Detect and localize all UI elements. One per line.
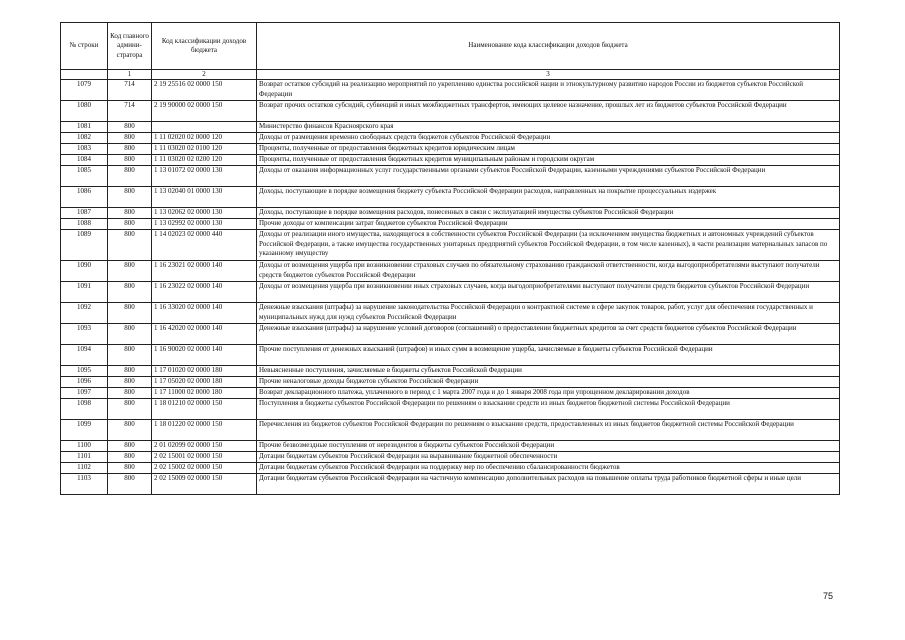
classification-code-cell: 1 16 23021 02 0000 140 bbox=[152, 261, 257, 282]
column-number-row bbox=[61, 70, 840, 80]
code-name-cell: Возврат декларационного платежа, уплаченного в период с 1 марта 2007 года и до 1 января 2008 года при упрощенном декларировании доходов bbox=[257, 388, 840, 399]
classification-table-container bbox=[60, 22, 839, 495]
table-row bbox=[61, 282, 840, 303]
classification-code-cell: 1 17 11000 02 0000 180 bbox=[152, 388, 257, 399]
table-row bbox=[61, 463, 840, 474]
admin-code-cell: 800 bbox=[108, 345, 152, 366]
admin-code-cell: 800 bbox=[108, 282, 152, 303]
budget-classification-table bbox=[60, 22, 840, 495]
classification-code-cell: 1 16 33020 02 0000 140 bbox=[152, 303, 257, 324]
code-name-cell: Доходы от размещения временно свободных средств бюджетов субъектов Российской Федерации bbox=[257, 133, 840, 144]
classification-code-cell: 2 19 25516 02 0000 150 bbox=[152, 80, 257, 101]
admin-code-cell: 800 bbox=[108, 144, 152, 155]
table-row bbox=[61, 399, 840, 420]
admin-code-cell: 800 bbox=[108, 377, 152, 388]
code-name-cell: Возврат остатков субсидий на реализацию мероприятий по укреплению единства российской нации и этнокультурному развитию народов России из бюджетов субъектов Российской Федерации bbox=[257, 80, 840, 101]
admin-code-cell: 714 bbox=[108, 80, 152, 101]
code-name-cell: Проценты, полученные от предоставления бюджетных кредитов юридическим лицам bbox=[257, 144, 840, 155]
classification-code-cell bbox=[152, 122, 257, 133]
admin-code-cell: 800 bbox=[108, 219, 152, 230]
table-row bbox=[61, 388, 840, 399]
page-number: 75 bbox=[822, 591, 833, 601]
table-row bbox=[61, 377, 840, 388]
row-number-cell: 1081 bbox=[61, 122, 108, 133]
code-name-cell: Невыясненные поступления, зачисляемые в бюджеты субъектов Российской Федерации bbox=[257, 366, 840, 377]
row-number-cell: 1103 bbox=[61, 474, 108, 495]
code-name-cell: Министерство финансов Красноярского края bbox=[257, 122, 840, 133]
code-name-cell: Поступления в бюджеты субъектов Российской Федерации по решениям о взыскании средств из иных бюджетов бюджетной системы Российской Федерации bbox=[257, 399, 840, 420]
admin-code-cell: 800 bbox=[108, 155, 152, 166]
admin-code-cell: 800 bbox=[108, 166, 152, 187]
table-row bbox=[61, 474, 840, 495]
code-name-cell: Дотации бюджетам субъектов Российской Федерации на поддержку мер по обеспечению сбалансированности бюджетов bbox=[257, 463, 840, 474]
admin-code-cell: 800 bbox=[108, 399, 152, 420]
classification-code-cell: 1 17 05020 02 0000 180 bbox=[152, 377, 257, 388]
row-number-cell: 1096 bbox=[61, 377, 108, 388]
admin-code-cell: 800 bbox=[108, 230, 152, 261]
classification-code-cell: 1 16 42020 02 0000 140 bbox=[152, 324, 257, 345]
header-admin-code: Код главного админи-стратора bbox=[108, 23, 152, 70]
code-name-cell: Перечисления из бюджетов субъектов Российской Федерации по решениям о взыскании средств, предоставленных из иных бюджетов бюджетной системы Российской Федерации bbox=[257, 420, 840, 441]
table-header-row bbox=[61, 23, 840, 70]
admin-code-cell: 800 bbox=[108, 187, 152, 208]
classification-code-cell: 1 11 03020 02 0100 120 bbox=[152, 144, 257, 155]
row-number-cell: 1090 bbox=[61, 261, 108, 282]
header-code-name: Наименование кода классификации доходов бюджета bbox=[257, 23, 840, 70]
table-row bbox=[61, 187, 840, 208]
classification-code-cell: 1 13 01072 02 0000 130 bbox=[152, 166, 257, 187]
table-row bbox=[61, 452, 840, 463]
row-number-cell: 1089 bbox=[61, 230, 108, 261]
table-row bbox=[61, 144, 840, 155]
row-number-cell: 1099 bbox=[61, 420, 108, 441]
row-number-cell: 1091 bbox=[61, 282, 108, 303]
row-number-cell: 1101 bbox=[61, 452, 108, 463]
code-name-cell: Проценты, полученные от предоставления бюджетных кредитов муниципальным районам и городским округам bbox=[257, 155, 840, 166]
admin-code-cell: 800 bbox=[108, 122, 152, 133]
admin-code-cell: 800 bbox=[108, 366, 152, 377]
admin-code-cell: 800 bbox=[108, 474, 152, 495]
code-name-cell: Доходы от возмещения ущерба при возникновении страховых случаев по обязательному страхованию гражданской ответственности, когда выгодоприобретателями выступают получатели средств бюджетов субъектов Российской Федерации bbox=[257, 261, 840, 282]
admin-code-cell: 800 bbox=[108, 324, 152, 345]
table-row bbox=[61, 208, 840, 219]
classification-code-cell: 1 18 01220 02 0000 150 bbox=[152, 420, 257, 441]
row-number-cell: 1102 bbox=[61, 463, 108, 474]
row-number-cell: 1080 bbox=[61, 101, 108, 122]
table-row bbox=[61, 303, 840, 324]
row-number-cell: 1084 bbox=[61, 155, 108, 166]
row-number-cell: 1079 bbox=[61, 80, 108, 101]
classification-code-cell: 1 16 90020 02 0000 140 bbox=[152, 345, 257, 366]
row-number-cell: 1094 bbox=[61, 345, 108, 366]
classification-code-cell: 2 02 15001 02 0000 150 bbox=[152, 452, 257, 463]
admin-code-cell: 800 bbox=[108, 261, 152, 282]
table-row bbox=[61, 219, 840, 230]
code-name-cell: Прочие неналоговые доходы бюджетов субъектов Российской Федерации bbox=[257, 377, 840, 388]
classification-code-cell: 1 16 23022 02 0000 140 bbox=[152, 282, 257, 303]
table-row bbox=[61, 230, 840, 261]
row-number-cell: 1100 bbox=[61, 441, 108, 452]
classification-code-cell: 2 01 02099 02 0000 150 bbox=[152, 441, 257, 452]
classification-code-cell: 1 17 01020 02 0000 180 bbox=[152, 366, 257, 377]
classification-code-cell: 2 02 15002 02 0000 150 bbox=[152, 463, 257, 474]
table-row bbox=[61, 366, 840, 377]
table-row bbox=[61, 420, 840, 441]
classification-code-cell: 1 13 02040 01 0000 130 bbox=[152, 187, 257, 208]
admin-code-cell: 800 bbox=[108, 303, 152, 324]
row-number-cell: 1095 bbox=[61, 366, 108, 377]
classification-code-cell: 1 11 02020 02 0000 120 bbox=[152, 133, 257, 144]
header-classification-code: Код классификации доходов бюджета bbox=[152, 23, 257, 70]
admin-code-cell: 714 bbox=[108, 101, 152, 122]
table-row bbox=[61, 80, 840, 101]
code-name-cell: Доходы от возмещения ущерба при возникновении иных страховых случаев, когда выгодоприобретателями выступают получатели средств бюджетов субъектов Российской Федерации bbox=[257, 282, 840, 303]
table-body bbox=[61, 80, 840, 495]
row-number-cell: 1087 bbox=[61, 208, 108, 219]
column-number-cell bbox=[61, 70, 108, 80]
column-number-cell: 1 bbox=[108, 70, 152, 80]
row-number-cell: 1097 bbox=[61, 388, 108, 399]
header-row-number: № строки bbox=[61, 23, 108, 70]
table-row bbox=[61, 133, 840, 144]
row-number-cell: 1098 bbox=[61, 399, 108, 420]
admin-code-cell: 800 bbox=[108, 452, 152, 463]
admin-code-cell: 800 bbox=[108, 208, 152, 219]
column-number-cell: 2 bbox=[152, 70, 257, 80]
classification-code-cell: 1 13 02062 02 0000 130 bbox=[152, 208, 257, 219]
code-name-cell: Дотации бюджетам субъектов Российской Федерации на частичную компенсацию дополнительных расходов на повышение оплаты труда работников бюджетной сферы и иные цели bbox=[257, 474, 840, 495]
code-name-cell: Прочие безвозмездные поступления от нерезидентов в бюджеты субъектов Российской Федерации bbox=[257, 441, 840, 452]
column-number-cell: 3 bbox=[257, 70, 840, 80]
classification-code-cell: 1 18 01210 02 0000 150 bbox=[152, 399, 257, 420]
row-number-cell: 1086 bbox=[61, 187, 108, 208]
code-name-cell: Доходы, поступающие в порядке возмещения бюджету субъекта Российской Федерации расходов, направленных на покрытие процессуальных издержек bbox=[257, 187, 840, 208]
admin-code-cell: 800 bbox=[108, 441, 152, 452]
code-name-cell: Денежные взыскания (штрафы) за нарушение законодательства Российской Федерации о контрактной системе в сфере закупок товаров, работ, услуг для обеспечения государственных и муниципальных нужд для нужд субъектов Российской Федерации bbox=[257, 303, 840, 324]
row-number-cell: 1083 bbox=[61, 144, 108, 155]
row-number-cell: 1082 bbox=[61, 133, 108, 144]
admin-code-cell: 800 bbox=[108, 388, 152, 399]
code-name-cell: Денежные взыскания (штрафы) за нарушение условий договоров (соглашений) о предоставлении бюджетных кредитов за счет средств бюджетов субъектов Российской Федерации bbox=[257, 324, 840, 345]
table-row bbox=[61, 345, 840, 366]
code-name-cell: Прочие поступления от денежных взысканий (штрафов) и иных сумм в возмещение ущерба, зачисляемые в бюджеты субъектов Российской Федерации bbox=[257, 345, 840, 366]
code-name-cell: Возврат прочих остатков субсидий, субвенций и иных межбюджетных трансфертов, имеющих целевое назначение, прошлых лет из бюджетов субъектов Российской Федерации bbox=[257, 101, 840, 122]
table-row bbox=[61, 261, 840, 282]
classification-code-cell: 2 02 15009 02 0000 150 bbox=[152, 474, 257, 495]
admin-code-cell: 800 bbox=[108, 420, 152, 441]
code-name-cell: Дотации бюджетам субъектов Российской Федерации на выравнивание бюджетной обеспеченности bbox=[257, 452, 840, 463]
admin-code-cell: 800 bbox=[108, 133, 152, 144]
admin-code-cell: 800 bbox=[108, 463, 152, 474]
classification-code-cell: 1 14 02023 02 0000 440 bbox=[152, 230, 257, 261]
table-row bbox=[61, 122, 840, 133]
row-number-cell: 1092 bbox=[61, 303, 108, 324]
table-row bbox=[61, 324, 840, 345]
table-row bbox=[61, 101, 840, 122]
code-name-cell: Доходы от оказания информационных услуг государственными органами субъектов Российской Федерации, казенными учреждениями субъектов Российской Федерации bbox=[257, 166, 840, 187]
classification-code-cell: 1 11 03020 02 0200 120 bbox=[152, 155, 257, 166]
code-name-cell: Доходы, поступающие в порядке возмещения расходов, понесенных в связи с эксплуатацией имущества субъектов Российской Федерации bbox=[257, 208, 840, 219]
table-row bbox=[61, 441, 840, 452]
classification-code-cell: 1 13 02992 02 0000 130 bbox=[152, 219, 257, 230]
classification-code-cell: 2 19 90000 02 0000 150 bbox=[152, 101, 257, 122]
row-number-cell: 1085 bbox=[61, 166, 108, 187]
table-row bbox=[61, 166, 840, 187]
row-number-cell: 1093 bbox=[61, 324, 108, 345]
table-row bbox=[61, 155, 840, 166]
row-number-cell: 1088 bbox=[61, 219, 108, 230]
code-name-cell: Прочие доходы от компенсации затрат бюджетов субъектов Российской Федерации bbox=[257, 219, 840, 230]
code-name-cell: Доходы от реализации иного имущества, находящегося в собственности субъектов Российской Федерации (за исключением имущества бюджетных и автономных учреждений субъектов Российской Федерации, а также имущества государственных унитарных предприятий субъектов Российской Федерации, в том числе казенных), в части реализации материальных запасов по указанному имуществу bbox=[257, 230, 840, 261]
